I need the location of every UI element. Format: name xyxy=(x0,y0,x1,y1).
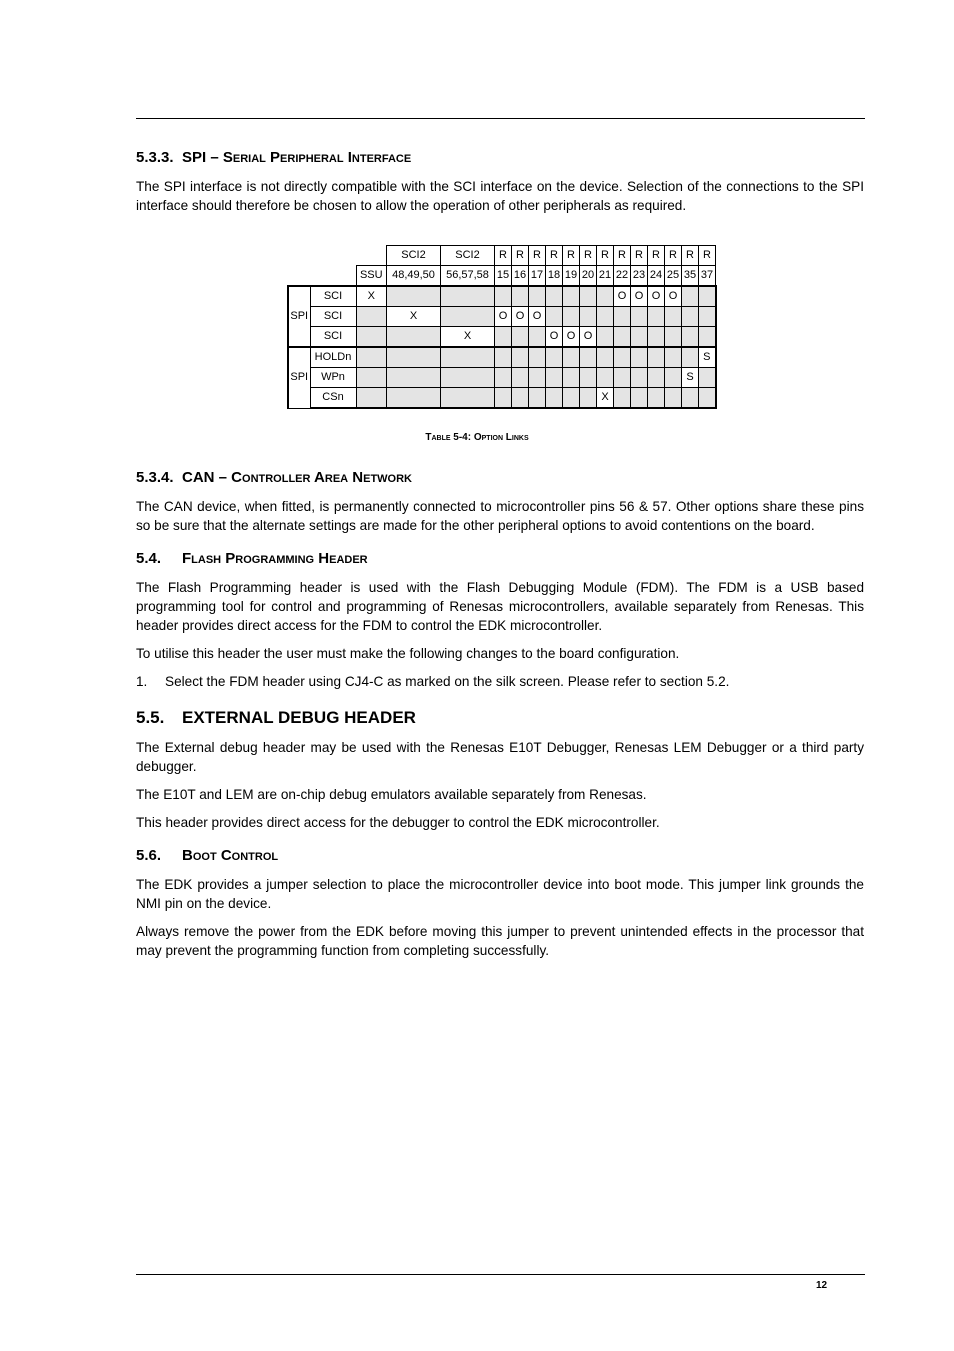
table-cell xyxy=(495,368,512,388)
table-cell xyxy=(546,347,563,368)
header-cell: 25 xyxy=(665,266,682,287)
table-cell xyxy=(682,307,699,327)
header-cell: 17 xyxy=(529,266,546,287)
header-cell: SSU xyxy=(356,266,387,287)
table-cell xyxy=(682,327,699,348)
table-cell xyxy=(682,388,699,409)
table-header-row-2 xyxy=(288,266,716,287)
header-cell: R xyxy=(597,246,614,266)
table-cell xyxy=(580,347,597,368)
section-heading-boot: 5.6. Boot Control xyxy=(136,847,279,864)
debug-paragraph-1: The External debug header may be used with the Renesas E10T Debugger, Renesas LEM Debugger or a third party debugger. xyxy=(136,740,864,774)
table-cell xyxy=(563,347,580,368)
table-cell: O xyxy=(563,327,580,348)
table-cell xyxy=(529,388,546,409)
table-cell xyxy=(614,368,631,388)
table-cell xyxy=(699,388,716,409)
table-cell xyxy=(631,347,648,368)
table-cell xyxy=(665,307,682,327)
table-cell xyxy=(631,388,648,409)
table-cell xyxy=(682,347,699,368)
table-cell xyxy=(546,388,563,409)
spi-paragraph: The SPI interface is not directly compatible with the SCI interface on the device. Selection of the connections to the SPI interface should therefore be chosen to allow the operation of other peripherals as required. xyxy=(136,179,864,213)
table-cell xyxy=(529,368,546,388)
table-cell xyxy=(512,347,529,368)
table-cell xyxy=(512,388,529,409)
header-cell: R xyxy=(699,246,716,266)
table-cell xyxy=(546,307,563,327)
header-cell: 56,57,58 xyxy=(441,266,495,287)
header-cell: R xyxy=(495,246,512,266)
table-cell xyxy=(441,307,495,327)
table-cell xyxy=(356,327,387,348)
header-cell: 21 xyxy=(597,266,614,287)
table-cell xyxy=(387,388,441,409)
header-cell: SCI2 xyxy=(441,246,495,266)
table-cell xyxy=(495,286,512,307)
header-cell: 35 xyxy=(682,266,699,287)
table-cell xyxy=(597,347,614,368)
table-cell xyxy=(563,286,580,307)
table-cell xyxy=(699,327,716,348)
table-cell xyxy=(356,347,387,368)
table-cell xyxy=(441,347,495,368)
section-heading-debug: 5.5. EXTERNAL DEBUG HEADER xyxy=(136,708,416,727)
table-cell: O xyxy=(665,286,682,307)
table-cell xyxy=(495,388,512,409)
header-cell: R xyxy=(614,246,631,266)
header-cell: 15 xyxy=(495,266,512,287)
table-cell: X xyxy=(387,307,441,327)
row-label: CSn xyxy=(310,388,356,409)
table-cell: O xyxy=(648,286,665,307)
table-cell: S xyxy=(699,347,716,368)
table-row xyxy=(288,347,716,368)
table-cell xyxy=(387,327,441,348)
header-cell: 48,49,50 xyxy=(387,266,441,287)
table-cell: O xyxy=(529,307,546,327)
section-heading-spi: 5.3.3. SPI – Serial Peripheral Interface xyxy=(136,149,412,166)
list-number: 1. xyxy=(136,674,148,689)
table-cell xyxy=(546,286,563,307)
page-content-lower xyxy=(136,468,864,960)
table-cell xyxy=(614,347,631,368)
header-cell: R xyxy=(529,246,546,266)
table-cell xyxy=(387,286,441,307)
table-cell xyxy=(648,307,665,327)
header-cell: 19 xyxy=(563,266,580,287)
header-cell: 20 xyxy=(580,266,597,287)
table-cell xyxy=(512,286,529,307)
table-cell xyxy=(356,368,387,388)
debug-paragraph-2: The E10T and LEM are on-chip debug emulators available separately from Renesas. xyxy=(136,787,647,802)
table-cell xyxy=(563,388,580,409)
table-cell xyxy=(441,388,495,409)
table-cell xyxy=(580,307,597,327)
table-cell xyxy=(563,307,580,327)
table-cell xyxy=(529,327,546,348)
table-cell xyxy=(631,327,648,348)
table-cell xyxy=(387,347,441,368)
table-cell xyxy=(580,368,597,388)
table-cell xyxy=(580,388,597,409)
table-cell xyxy=(597,307,614,327)
flash-paragraph-2: To utilise this header the user must make the following changes to the board configuration. xyxy=(136,646,680,661)
table-cell xyxy=(495,327,512,348)
table-cell xyxy=(682,286,699,307)
page-number: 12 xyxy=(816,1280,828,1291)
header-cell: R xyxy=(631,246,648,266)
table-cell xyxy=(614,327,631,348)
table-row xyxy=(288,286,716,307)
header-cell: R xyxy=(682,246,699,266)
table-cell xyxy=(356,307,387,327)
page-content xyxy=(136,148,864,215)
table-cell xyxy=(631,307,648,327)
header-cell: 37 xyxy=(699,266,716,287)
header-cell: 23 xyxy=(631,266,648,287)
table-header-row-1 xyxy=(288,246,716,266)
table-cell xyxy=(580,286,597,307)
header-cell: 18 xyxy=(546,266,563,287)
table-cell xyxy=(441,368,495,388)
header-cell: R xyxy=(580,246,597,266)
table-cell: O xyxy=(495,307,512,327)
table-cell xyxy=(665,347,682,368)
table-cell: X xyxy=(597,388,614,409)
footer-rule xyxy=(136,1274,865,1275)
table-cell xyxy=(699,368,716,388)
flash-paragraph-1: The Flash Programming header is used with the Flash Debugging Module (FDM). The FDM is a USB based programming tool for control and programming of Renesas microcontrollers, available separately from Renesas. This header provides direct access for the FDM to control the EDK microcontroller. xyxy=(136,580,864,633)
table-cell: S xyxy=(682,368,699,388)
row-label: SCI xyxy=(310,307,356,327)
header-cell: 24 xyxy=(648,266,665,287)
table-cell xyxy=(529,347,546,368)
header-cell: R xyxy=(648,246,665,266)
header-cell: 16 xyxy=(512,266,529,287)
header-cell: R xyxy=(563,246,580,266)
table-cell xyxy=(648,368,665,388)
row-label: SCI xyxy=(310,286,356,307)
group-label: SPI xyxy=(288,286,310,347)
table-cell xyxy=(614,307,631,327)
table-cell xyxy=(529,286,546,307)
table-cell xyxy=(699,307,716,327)
option-links-table-wrap xyxy=(287,245,717,409)
table-cell xyxy=(648,388,665,409)
table-cell: O xyxy=(614,286,631,307)
table-cell: O xyxy=(512,307,529,327)
table-cell xyxy=(563,368,580,388)
table-cell: O xyxy=(546,327,563,348)
table-cell xyxy=(441,286,495,307)
header-cell: R xyxy=(665,246,682,266)
debug-paragraph-3: This header provides direct access for the debugger to control the EDK microcontroller. xyxy=(136,815,660,830)
option-links-table xyxy=(287,245,717,409)
header-cell: SCI2 xyxy=(387,246,441,266)
list-text: Select the FDM header using CJ4-C as marked on the silk screen. Please refer to section 5.2. xyxy=(165,674,730,689)
boot-paragraph-1: The EDK provides a jumper selection to place the microcontroller device into boot mode. This jumper link grounds the NMI pin on the device. xyxy=(136,877,864,911)
boot-paragraph-2: Always remove the power from the EDK before moving this jumper to prevent unintended effects in the processor that may prevent the programming function from completing successfully. xyxy=(136,924,864,958)
table-cell: X xyxy=(356,286,387,307)
table-cell xyxy=(699,286,716,307)
group-label: SPI xyxy=(288,347,310,408)
table-cell xyxy=(665,368,682,388)
table-row xyxy=(288,327,716,348)
table-cell xyxy=(546,368,563,388)
table-cell: X xyxy=(441,327,495,348)
table-cell xyxy=(512,327,529,348)
table-cell xyxy=(648,347,665,368)
section-heading-can: 5.3.4. CAN – Controller Area Network xyxy=(136,469,412,486)
header-rule xyxy=(136,118,865,119)
table-cell xyxy=(631,368,648,388)
table-cell xyxy=(356,388,387,409)
row-label: HOLDn xyxy=(310,347,356,368)
table-cell xyxy=(597,327,614,348)
table-cell xyxy=(512,368,529,388)
row-label: SCI xyxy=(310,327,356,348)
table-cell xyxy=(648,327,665,348)
table-cell xyxy=(387,368,441,388)
table-row xyxy=(288,388,716,409)
table-caption: Table 5-4: Option Links xyxy=(425,432,529,443)
list-item xyxy=(136,672,864,691)
table-cell xyxy=(597,368,614,388)
can-paragraph: The CAN device, when fitted, is permanently connected to microcontroller pins 56 & 57. Other options share these pins so be sure that the alternate settings are made for the other peripheral options to avoid contentions on the board. xyxy=(136,499,864,533)
row-label: WPn xyxy=(310,368,356,388)
table-row xyxy=(288,307,716,327)
table-cell: O xyxy=(631,286,648,307)
header-cell: 22 xyxy=(614,266,631,287)
table-cell xyxy=(495,347,512,368)
table-cell: O xyxy=(580,327,597,348)
table-cell xyxy=(665,388,682,409)
table-cell xyxy=(665,327,682,348)
table-row xyxy=(288,368,716,388)
header-cell: R xyxy=(512,246,529,266)
header-cell: R xyxy=(546,246,563,266)
section-heading-flash: 5.4. Flash Programming Header xyxy=(136,550,368,567)
table-cell xyxy=(614,388,631,409)
table-cell xyxy=(597,286,614,307)
